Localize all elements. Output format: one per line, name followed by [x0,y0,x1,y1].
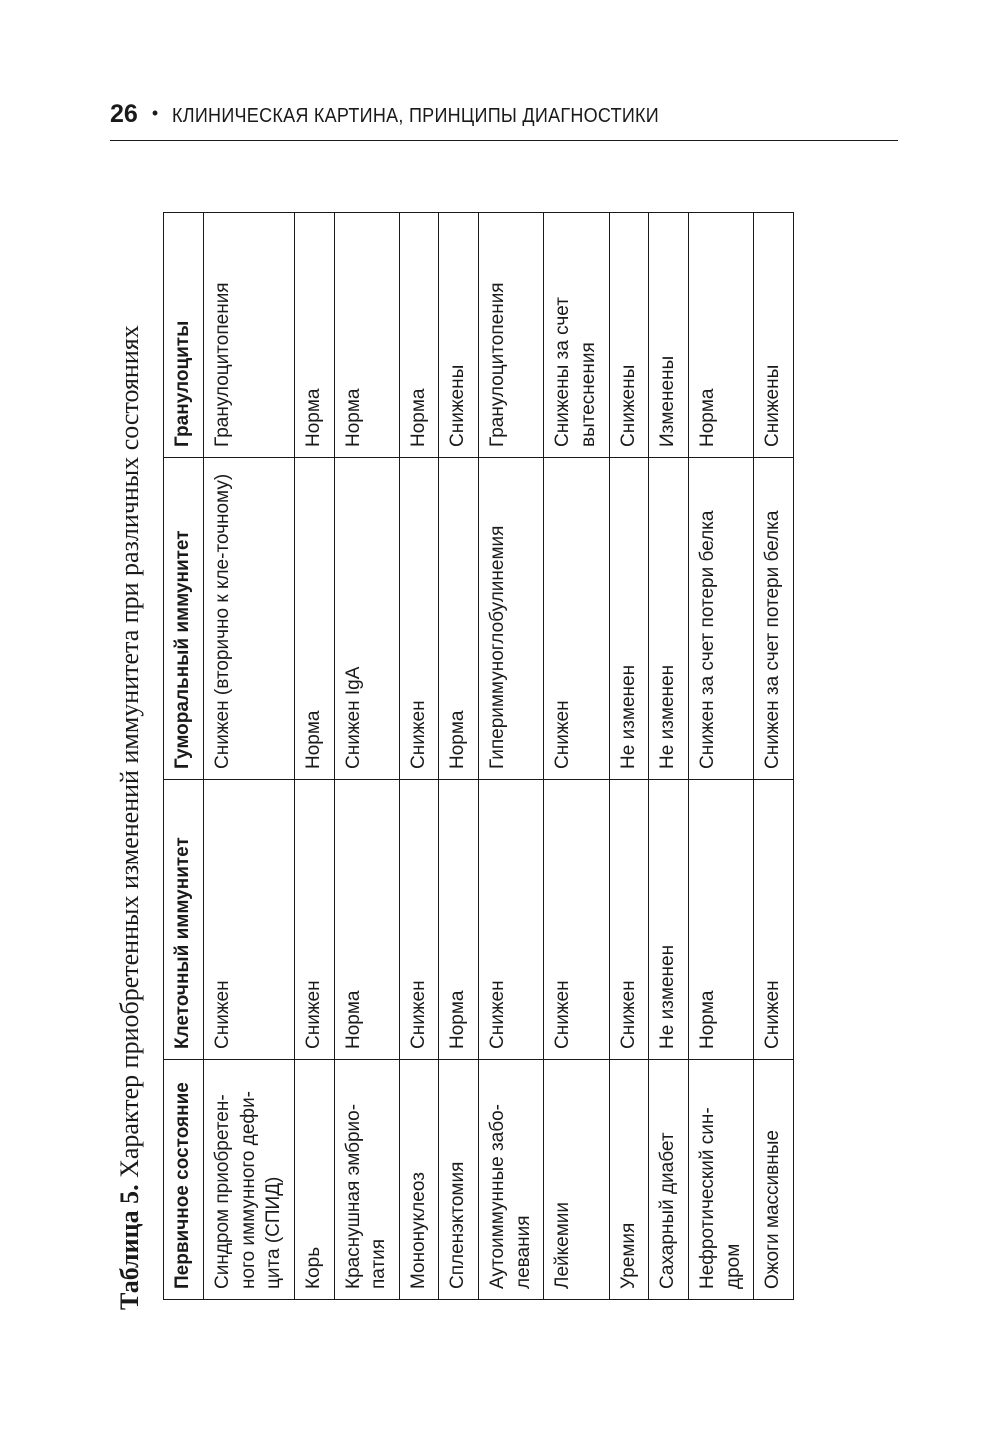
column-header: Гуморальный иммунитет [164,458,204,780]
table-caption-text: Характер приобретенных изменений иммунитета при различных состояниях [115,325,144,1185]
table-cell: Нефротический син-дром [688,1060,753,1300]
table-cell: Норма [439,458,479,780]
table-row [334,213,399,1300]
table-row [294,213,334,1300]
table-cell: Краснушная эмбрио-патия [334,1060,399,1300]
table-cell: Снижен [479,780,544,1060]
table-cell: Снижен [294,780,334,1060]
table-cell: Аутоиммунные забо-левания [479,1060,544,1300]
column-header: Гранулоциты [164,213,204,458]
table-cell: Снижен [609,780,649,1060]
table-cell: Снижен за счет потери белка [754,458,794,780]
table-cell: Снижен за счет потери белка [688,458,753,780]
table-cell: Снижен [399,780,439,1060]
rotated-table-block [110,210,870,1310]
table-cell: Норма [688,780,753,1060]
table-cell: Мононуклеоз [399,1060,439,1300]
table-row [754,213,794,1300]
table-caption-label: Таблица 5. [115,1184,144,1310]
table-cell: Синдром приобретен-ного иммунного дефи-цита (СПИД) [204,1060,295,1300]
column-header: Клеточный иммунитет [164,780,204,1060]
table-cell: Лейкемии [544,1060,609,1300]
table-cell: Ожоги массивные [754,1060,794,1300]
table-cell: Уремия [609,1060,649,1300]
table-cell: Сахарный диабет [649,1060,689,1300]
table-cell: Снижен (вторично к кле-точному) [204,458,295,780]
table-cell: Норма [334,780,399,1060]
running-head [110,100,898,141]
table-cell: Норма [439,780,479,1060]
table-row [439,213,479,1300]
table-cell: Снижены [754,213,794,458]
table-cell: Гипериммуноглобулинемия [479,458,544,780]
table-cell: Не изменен [649,780,689,1060]
table-cell: Норма [294,458,334,780]
bullet-separator: • [151,103,159,123]
table-cell: Норма [399,213,439,458]
table-header-row [164,213,204,1300]
table-cell: Норма [294,213,334,458]
table-cell: Снижен [204,780,295,1060]
table-row [204,213,295,1300]
page-number: 26 [110,100,138,128]
table-cell: Снижен [544,458,609,780]
table-cell: Корь [294,1060,334,1300]
table-row [609,213,649,1300]
table-cell: Гранулоцитопения [204,213,295,458]
immunity-table [163,212,794,1300]
table-row [479,213,544,1300]
table-cell: Гранулоцитопения [479,213,544,458]
column-header: Первичное состояние [164,1060,204,1300]
table-cell: Не изменен [609,458,649,780]
table-cell: Снижены [439,213,479,458]
table-cell: Снижен [754,780,794,1060]
table-cell: Снижен [399,458,439,780]
table-row [649,213,689,1300]
table-cell: Не изменен [649,458,689,780]
table-cell: Норма [334,213,399,458]
table-cell: Снижены [609,213,649,458]
table-cell: Норма [688,213,753,458]
table-row [688,213,753,1300]
table-row [544,213,609,1300]
table-caption [110,210,150,1310]
table-cell: Снижен IgA [334,458,399,780]
running-title: КЛИНИЧЕСКАЯ КАРТИНА, ПРИНЦИПЫ ДИАГНОСТИКИ [172,105,660,127]
table-row [399,213,439,1300]
table-wrapper [163,213,794,1300]
table-cell: Спленэктомия [439,1060,479,1300]
table-cell: Изменены [649,213,689,458]
table-cell: Снижены за счет вытеснения [544,213,609,458]
table-cell: Снижен [544,780,609,1060]
